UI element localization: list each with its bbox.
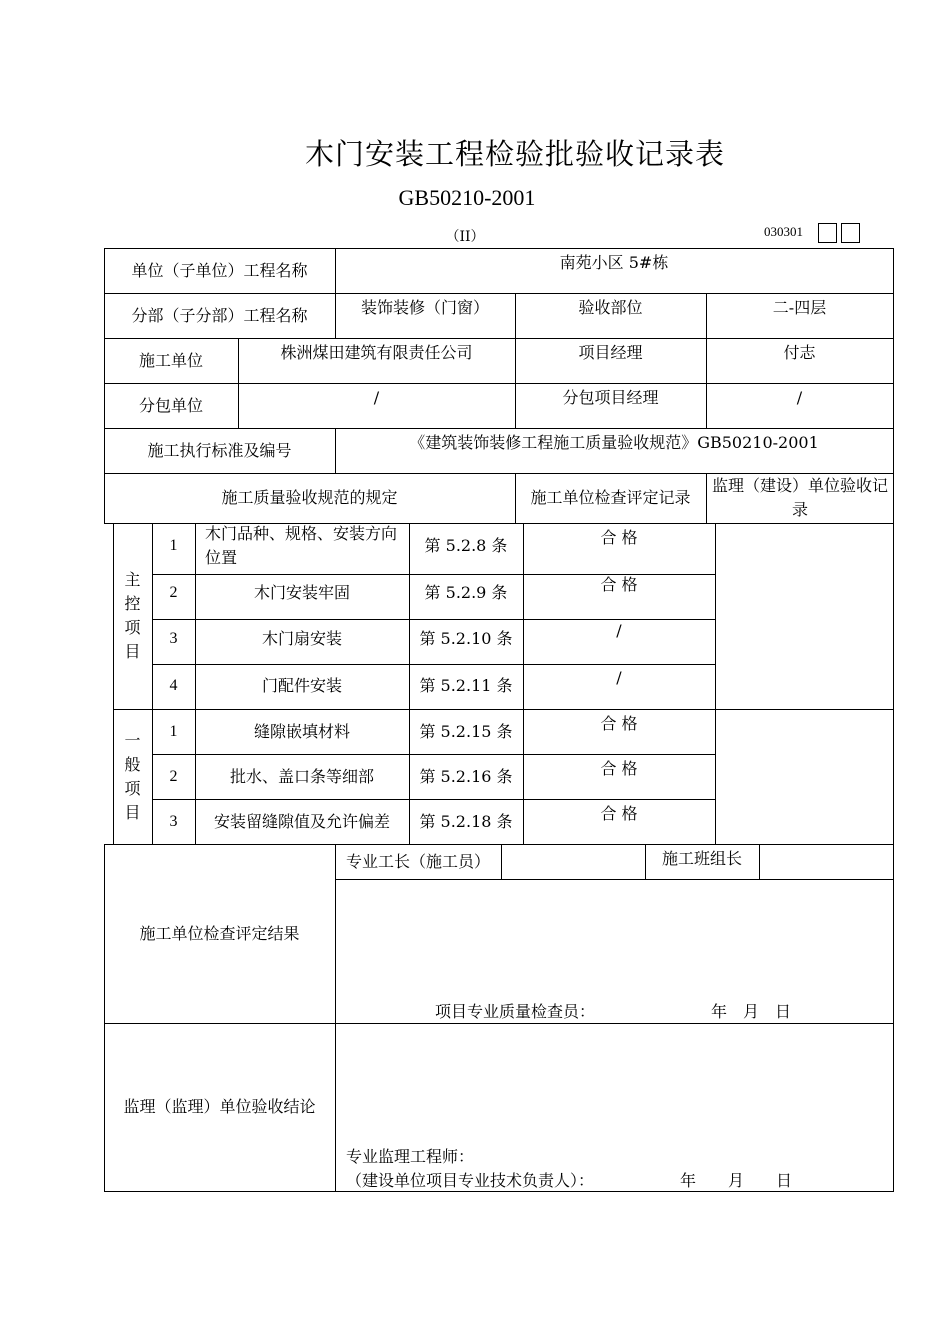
main-group-text: 主控项目: [124, 570, 141, 661]
supervision-record-column-header: 监理（建设）单位验收记录: [712, 476, 889, 519]
table-line: [893, 844, 894, 1192]
general-group-label: [113, 709, 152, 844]
table-line: [335, 844, 336, 1192]
table-line: [893, 523, 894, 845]
form-code-box-1[interactable]: [818, 223, 837, 243]
sub-manager-label: 分包项目经理: [562, 388, 659, 407]
main-item-no: 2: [169, 583, 178, 601]
main-item-result[interactable]: /: [616, 667, 622, 687]
acceptance-part-label: 验收部位: [578, 298, 643, 317]
general-item-clause: 第 5.2.16 条: [419, 766, 513, 786]
subcontractor-value[interactable]: /: [373, 388, 380, 407]
sub-project-label: 分部（子分部）工程名称: [131, 305, 308, 325]
inspector-label: 项目专业质量检查员：: [435, 1002, 596, 1021]
subcontractor-label: 分包单位: [138, 395, 203, 415]
general-item-no: 2: [169, 767, 178, 785]
team-leader-label: 施工班组长: [661, 849, 742, 868]
standard-label: 施工执行标准及编号: [147, 440, 292, 460]
owner-representative-label: （建设单位项目专业技术负责人）：: [346, 1171, 595, 1190]
standard-code: GB50210-2001: [398, 185, 536, 210]
general-item-result[interactable]: 合 格: [600, 759, 638, 778]
supervision-label: 监理（监理）单位验收结论: [123, 1097, 316, 1116]
standard-value[interactable]: 《建筑装饰装修工程施工质量验收规范》GB50210-2001: [409, 433, 819, 452]
general-item-name: 安装留缝隙值及允许偏差: [213, 811, 390, 831]
table-line: [706, 473, 707, 523]
sub-project-value[interactable]: 装饰装修（门窗）: [360, 298, 489, 317]
main-item-result[interactable]: 合 格: [600, 528, 638, 547]
main-item-clause: 第 5.2.11 条: [419, 675, 513, 695]
spec-column-header: 施工质量验收规范的规定: [221, 488, 398, 507]
main-item-name: 木门安装牢固: [253, 582, 350, 602]
check-date: 年 月 日: [711, 1002, 792, 1021]
form-code-box-2[interactable]: [841, 223, 860, 243]
check-result-label: 施工单位检查评定结果: [139, 923, 300, 943]
acceptance-part-value[interactable]: 二-四层: [772, 298, 827, 317]
table-line: [335, 879, 894, 880]
main-item-name: 门配件安装: [261, 675, 342, 695]
general-group-text: 一般项目: [124, 730, 141, 822]
main-item-no: 1: [169, 537, 178, 555]
table-line: [893, 248, 894, 524]
general-item-name: 缝隙嵌填材料: [253, 721, 350, 741]
foreman-signature[interactable]: [501, 844, 645, 879]
subtitle: （II）: [445, 229, 485, 245]
supervision-engineer-label: 专业监理工程师：: [346, 1147, 475, 1166]
foreman-label: 专业工长（施工员）: [345, 851, 490, 871]
table-line: [104, 1191, 894, 1192]
general-item-no: 3: [169, 812, 178, 830]
main-item-no: 4: [169, 676, 178, 694]
team-leader-signature[interactable]: [759, 844, 893, 879]
project-manager-label: 项目经理: [578, 343, 643, 362]
main-item-clause: 第 5.2.9 条: [424, 582, 508, 602]
main-item-result[interactable]: /: [616, 621, 622, 640]
general-item-result[interactable]: 合 格: [600, 714, 638, 733]
supervision-date: 年 月 日: [680, 1171, 793, 1190]
table-line: [715, 523, 716, 845]
main-item-name: 木门扇安装: [261, 629, 342, 649]
main-item-clause: 第 5.2.8 条: [424, 536, 508, 556]
unit-project-label: 单位（子单位）工程名称: [131, 260, 308, 280]
unit-project-value[interactable]: 南苑小区 5#栋: [559, 253, 669, 272]
construction-unit-value[interactable]: 株洲煤田建筑有限责任公司: [280, 343, 473, 362]
project-manager-value[interactable]: 付志: [783, 343, 816, 362]
general-item-clause: 第 5.2.15 条: [419, 721, 513, 741]
construction-unit-label: 施工单位: [138, 350, 203, 370]
general-item-clause: 第 5.2.18 条: [419, 811, 513, 831]
general-item-result[interactable]: 合 格: [600, 804, 638, 823]
general-item-name: 批水、盖口条等细部: [229, 766, 374, 786]
main-group-label: [113, 523, 152, 709]
sub-manager-value[interactable]: /: [796, 388, 803, 407]
general-item-no: 1: [169, 722, 178, 740]
main-item-result[interactable]: 合 格: [600, 574, 638, 594]
main-item-clause: 第 5.2.10 条: [419, 629, 513, 649]
check-record-column-header: 施工单位检查评定记录: [530, 488, 691, 507]
main-item-no: 3: [169, 630, 178, 648]
page-title: 木门安装工程检验批验收记录表: [304, 137, 725, 171]
form-code: 030301: [764, 224, 803, 239]
main-item-name: 木门品种、规格、安装方向位置: [205, 524, 398, 568]
